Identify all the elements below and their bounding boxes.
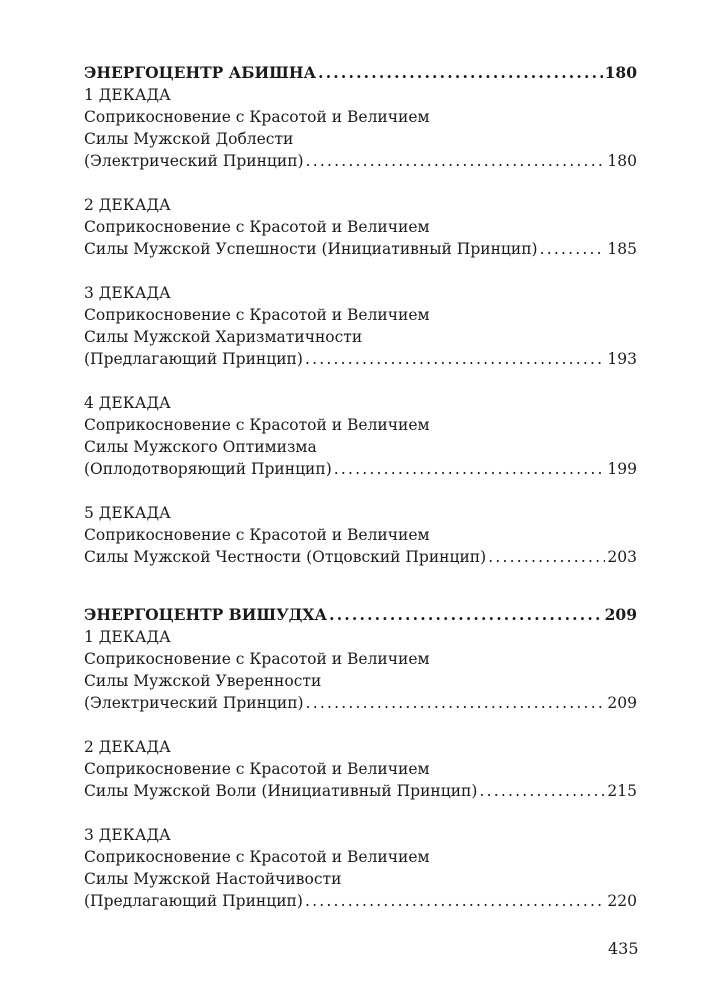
entry-page-number: 199 [607, 460, 637, 478]
section-page-number: 180 [604, 63, 637, 82]
decade-label: 2 ДЕКАДА [84, 196, 171, 214]
entry-text-line: (Оплодотворяющий Принцип) [84, 460, 332, 478]
entry-text-line: Силы Мужской Харизматичности [84, 328, 363, 346]
entry-text-line: Силы Мужской Настойчивости [84, 870, 342, 888]
section-title: ЭНЕРГОЦЕНТР АБИШНА [84, 63, 317, 82]
entry-final-line [84, 348, 637, 370]
dot-leader [318, 62, 603, 84]
entry-final-line [84, 692, 637, 714]
decade-label: 5 ДЕКАДА [84, 504, 171, 522]
decade-label: 1 ДЕКАДА [84, 628, 171, 646]
entry-final-line [84, 238, 637, 260]
toc-section [84, 62, 637, 568]
dot-leader [488, 546, 605, 568]
entry-text-line: (Электрический Принцип) [84, 152, 304, 170]
entry-final-line [84, 890, 637, 912]
decade-label: 2 ДЕКАДА [84, 738, 171, 756]
entry-page-number: 185 [607, 240, 637, 258]
entry-page-number: 180 [607, 152, 637, 170]
section-heading-entry[interactable] [84, 604, 637, 626]
dot-leader [479, 780, 605, 802]
entry-text-line: Соприкосновение с Красотой и Величием [84, 218, 430, 236]
entry-text-line: Соприкосновение с Красотой и Величием [84, 108, 430, 126]
entry-final-line [84, 546, 637, 568]
entry-text-line: Соприкосновение с Красотой и Величием [84, 416, 430, 434]
toc-entry[interactable] [84, 736, 637, 802]
section-page-number: 209 [604, 605, 637, 624]
dot-leader [334, 458, 606, 480]
toc-entry[interactable] [84, 626, 637, 714]
toc-entry[interactable] [84, 282, 637, 370]
decade-label: 3 ДЕКАДА [84, 284, 171, 302]
toc-entry[interactable] [84, 84, 637, 172]
decade-label: 4 ДЕКАДА [84, 394, 171, 412]
entry-page-number: 209 [607, 694, 637, 712]
decade-label: 1 ДЕКАДА [84, 86, 171, 104]
decade-label: 3 ДЕКАДА [84, 826, 171, 844]
entry-text-line: Силы Мужского Оптимизма [84, 438, 317, 456]
entry-text-line: Силы Мужской Доблести [84, 130, 294, 148]
entry-text-line: (Электрический Принцип) [84, 694, 304, 712]
entry-text-line: Соприкосновение с Красотой и Величием [84, 650, 430, 668]
entry-final-line [84, 150, 637, 172]
entry-text-line: Соприкосновение с Красотой и Величием [84, 306, 430, 324]
dot-leader [306, 692, 606, 714]
dot-leader [305, 890, 605, 912]
entry-final-line [84, 780, 637, 802]
entry-page-number: 203 [607, 548, 637, 566]
dot-leader [305, 348, 605, 370]
toc-entry[interactable] [84, 194, 637, 260]
entry-text-line: Силы Мужской Успешности (Инициативный Принцип) [84, 240, 538, 258]
entry-text-line: Силы Мужской Честности (Отцовский Принцип) [84, 548, 487, 566]
dot-leader [329, 604, 603, 626]
page-number: 435 [608, 939, 639, 958]
entry-text-line: Соприкосновение с Красотой и Величием [84, 760, 430, 778]
toc-entry[interactable] [84, 502, 637, 568]
entry-final-line [84, 458, 637, 480]
entry-text-line: Силы Мужской Уверенности [84, 672, 322, 690]
dot-leader [540, 238, 606, 260]
toc-entry[interactable] [84, 392, 637, 480]
toc-entry[interactable] [84, 824, 637, 912]
entry-text-line: (Предлагающий Принцип) [84, 350, 303, 368]
entry-text-line: (Предлагающий Принцип) [84, 892, 303, 910]
entry-text-line: Соприкосновение с Красотой и Величием [84, 526, 430, 544]
entry-page-number: 193 [607, 350, 637, 368]
toc-section [84, 604, 637, 912]
entry-page-number: 220 [607, 892, 637, 910]
table-of-contents [84, 62, 637, 948]
section-heading-entry[interactable] [84, 62, 637, 84]
entry-text-line: Силы Мужской Воли (Инициативный Принцип) [84, 782, 478, 800]
section-title: ЭНЕРГОЦЕНТР ВИШУДХА [84, 605, 328, 624]
dot-leader [306, 150, 606, 172]
entry-text-line: Соприкосновение с Красотой и Величием [84, 848, 430, 866]
entry-page-number: 215 [607, 782, 637, 800]
